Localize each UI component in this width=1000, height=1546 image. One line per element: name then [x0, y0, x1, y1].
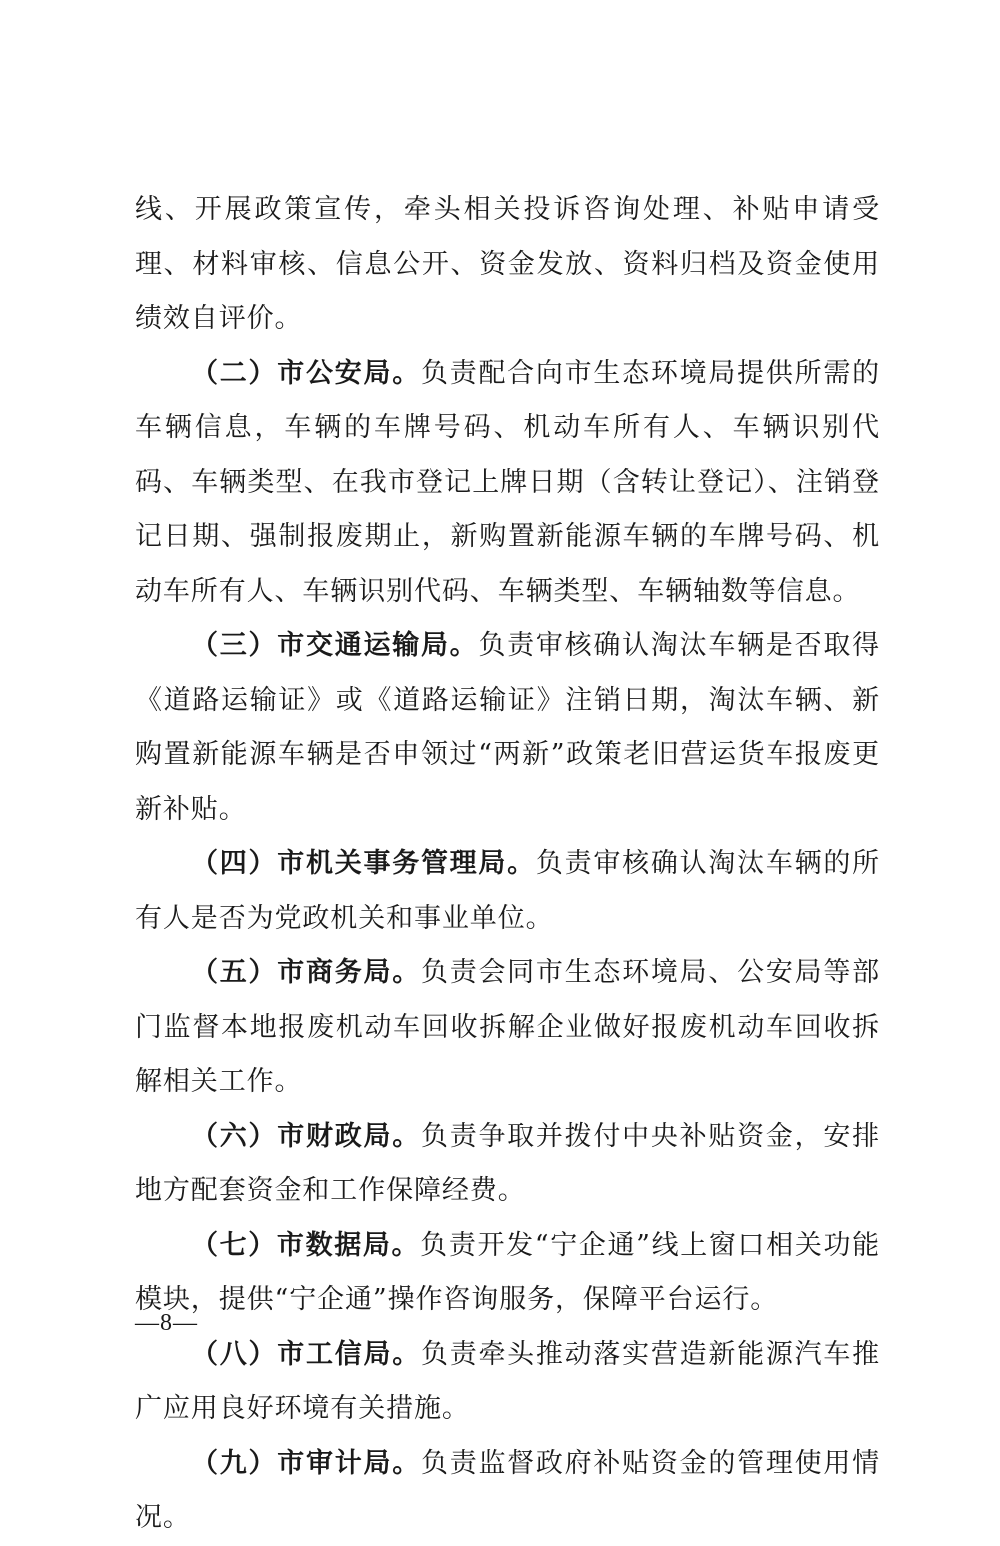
paragraph-text: 负责审核确认淘汰车辆是否取得《道路运输证》或《道路运输证》注销日期，淘汰车辆、新购置新能源车辆是否申领过“两新”政策老旧营运货车报废更新补贴。 [135, 630, 880, 825]
paragraph-commerce [135, 946, 880, 1110]
paragraph-transport [135, 619, 880, 837]
paragraph-affairs-admin [135, 837, 880, 946]
paragraph-text: 负责监督政府补贴资金的管理使用情况。 [135, 1447, 880, 1533]
paragraph-text: 负责争取并拨付中央补贴资金，安排地方配套资金和工作保障经费。 [135, 1120, 880, 1206]
page-number: —8— [135, 1310, 198, 1336]
paragraph-industry-it [135, 1328, 880, 1437]
paragraph-audit [135, 1437, 880, 1546]
paragraph-data-bureau [135, 1219, 880, 1328]
paragraph-text: 负责开发“宁企通”线上窗口相关功能模块，提供“宁企通”操作咨询服务，保障平台运行。 [135, 1229, 881, 1315]
paragraph-heading: （五）市商务局。 [191, 957, 421, 988]
paragraph-heading: （三）市交通运输局。 [191, 630, 479, 661]
paragraph-text: 负责牵头推动落实营造新能源汽车推广应用良好环境有关措施。 [135, 1338, 880, 1424]
paragraph-heading: （九）市审计局。 [191, 1447, 421, 1479]
paragraph-text: 负责配合向市生态环境局提供所需的车辆信息，车辆的车牌号码、机动车所有人、车辆识别代码、车辆类型、在我市登记上牌日期（含转让登记）、注销登记日期、强制报废期止，新购置新能源车辆的车牌号码、机动车所有人、车辆识别代码、车辆类型、车辆轴数等信息。 [135, 357, 880, 607]
paragraph-heading: （四）市机关事务管理局。 [191, 848, 536, 879]
paragraph-text: 负责审核确认淘汰车辆的所有人是否为党政机关和事业单位。 [135, 848, 880, 934]
paragraph-public-security [135, 347, 880, 620]
paragraph-heading: （六）市财政局。 [191, 1120, 421, 1152]
paragraph-finance [135, 1110, 880, 1219]
paragraph-text: 负责会同市生态环境局、公安局等部门监督本地报废机动车回收拆解企业做好报废机动车回收拆解相关工作。 [135, 957, 880, 1097]
paragraph-heading: （八）市工信局。 [191, 1338, 421, 1370]
paragraph-heading: （二）市公安局。 [191, 357, 421, 389]
document-body [135, 183, 880, 1546]
paragraph-text: 线、开展政策宣传，牵头相关投诉咨询处理、补贴申请受理、材料审核、信息公开、资金发放、资料归档及资金使用绩效自评价。 [135, 194, 880, 334]
paragraph-continuation [135, 183, 880, 347]
paragraph-heading: （七）市数据局。 [191, 1229, 421, 1261]
